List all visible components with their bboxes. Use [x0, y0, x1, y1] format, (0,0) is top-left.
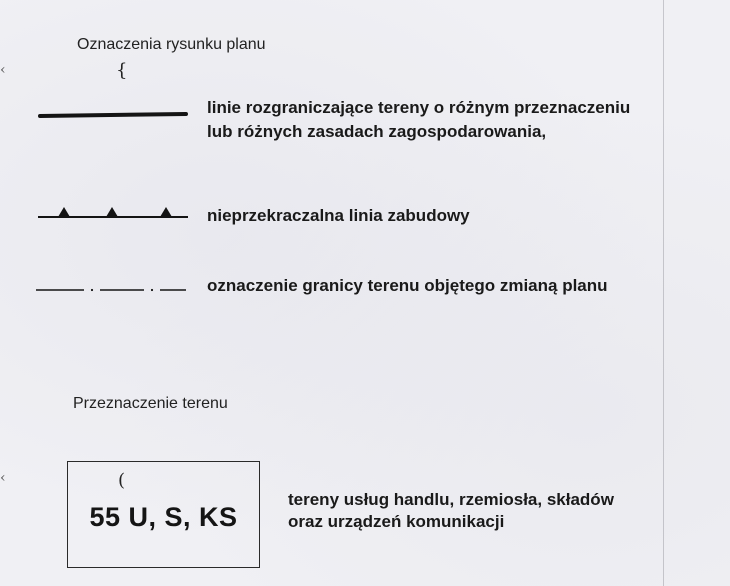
building-line-symbol [38, 200, 190, 222]
legend-text-boundary-line-1: linie rozgraniczające tereny o różnym przeznaczeniu [207, 98, 631, 117]
triangle-marker [58, 207, 70, 217]
plan-symbols-title: Oznaczenia rysunku planu [77, 36, 266, 53]
land-use-description-1: tereny usług handlu, rzemiosła, składów [288, 490, 614, 509]
solid-boundary-line-symbol [38, 108, 188, 124]
dash-dot-boundary-symbol [36, 284, 188, 296]
legend-text-building-line: nieprzekraczalna linia zabudowy [207, 206, 470, 225]
triangle-marker [160, 207, 172, 217]
scan-artifact-mark: ‹ [0, 470, 6, 486]
scan-artifact-mark: ‹ [0, 62, 6, 78]
zone-code: 55 U, S, KS [89, 502, 238, 532]
triangle-marker [106, 207, 118, 217]
page-edge-line [663, 0, 664, 586]
handwritten-paren-mark: ( [118, 470, 126, 491]
land-use-description-2: oraz urządzeń komunikacji [288, 512, 505, 531]
legend-text-boundary-line-2: lub różnych zasadach zagospodarowania, [207, 122, 547, 141]
legend-text-plan-boundary: oznaczenie granicy terenu objętego zmianą planu [207, 276, 608, 295]
zone-symbol-box [67, 461, 260, 568]
land-use-title: Przeznaczenie terenu [73, 395, 228, 412]
handwritten-bracket-mark: { [116, 60, 128, 81]
